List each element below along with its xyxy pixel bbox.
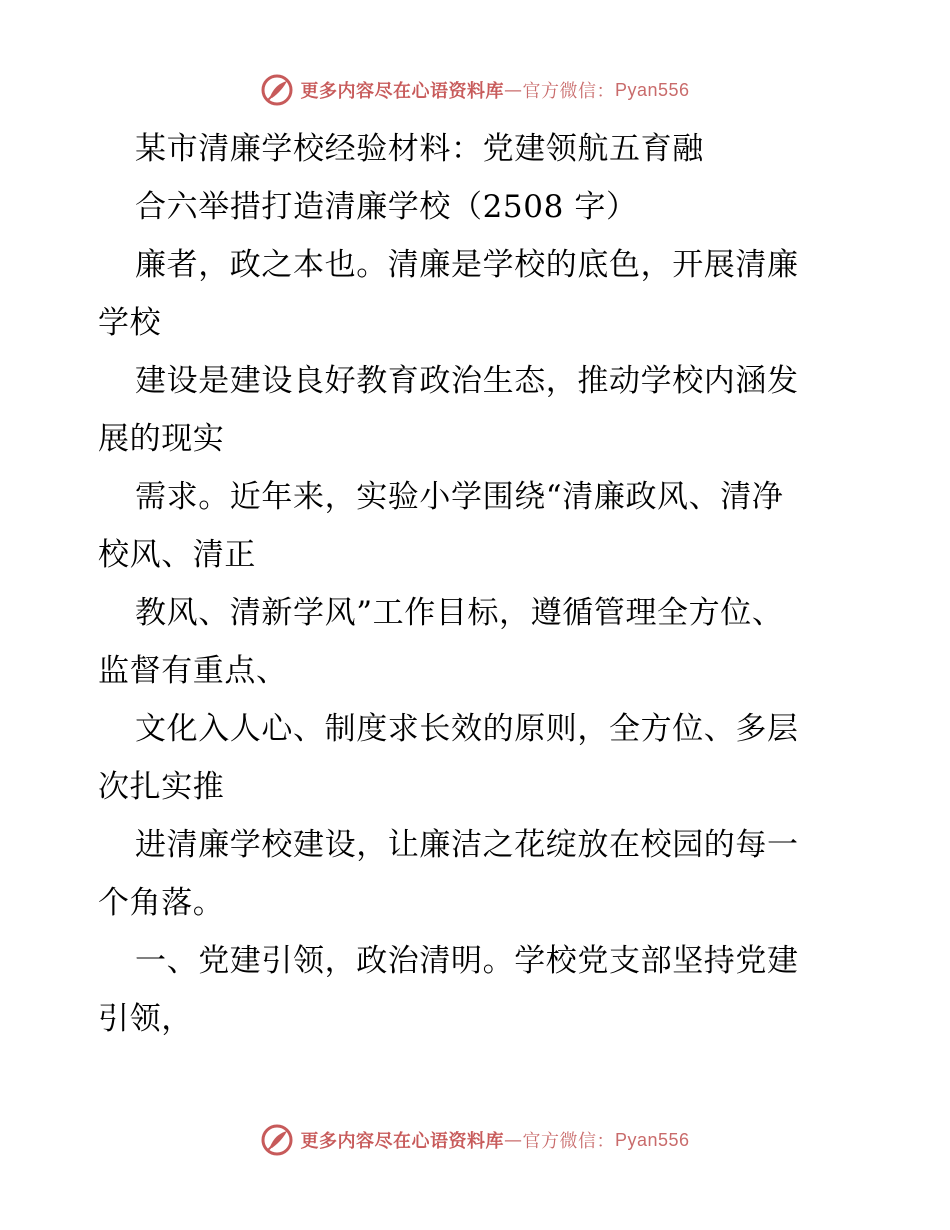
watermark-suffix: 官方微信： bbox=[522, 1131, 615, 1152]
watermark-main-text: 更多内容尽在心语资料库 bbox=[300, 81, 504, 102]
paragraph-line: 校风、清正 bbox=[98, 537, 256, 573]
feather-logo-icon bbox=[260, 1123, 294, 1157]
feather-logo-icon bbox=[260, 73, 294, 107]
paragraph-line: 次扎实推 bbox=[98, 769, 225, 805]
watermark-banner-top bbox=[0, 70, 950, 110]
paragraph-line: 展的现实 bbox=[98, 421, 225, 457]
paragraph-line: 文化入人心、制度求长效的原则，全方位、多层 bbox=[135, 711, 799, 747]
watermark-suffix: 官方微信： bbox=[522, 81, 615, 102]
watermark-dash: — bbox=[503, 1129, 523, 1151]
section-heading-line: 一、党建引领，政治清明。学校党支部坚持党建 bbox=[135, 943, 799, 979]
title-line-2: 合六举措打造清廉学校（2508 字） bbox=[135, 189, 638, 225]
paragraph-line: 监督有重点、 bbox=[98, 653, 288, 689]
title-line-1: 某市清廉学校经验材料：党建领航五育融 bbox=[135, 131, 704, 167]
paragraph-line: 廉者，政之本也。清廉是学校的底色，开展清廉 bbox=[135, 247, 799, 283]
watermark-wechat-id: Pyan556 bbox=[614, 79, 690, 100]
watermark-dash: — bbox=[503, 79, 523, 101]
paragraph-line: 学校 bbox=[98, 305, 162, 341]
watermark-main-text: 更多内容尽在心语资料库 bbox=[300, 1131, 504, 1152]
watermark-wechat-id: Pyan556 bbox=[614, 1129, 690, 1150]
paragraph-line: 个角落。 bbox=[98, 885, 225, 921]
paragraph-line: 教风、清新学风”工作目标，遵循管理全方位、 bbox=[135, 595, 784, 631]
paragraph-line: 需求。近年来，实验小学围绕“清廉政风、清净 bbox=[135, 479, 784, 515]
document-body bbox=[98, 120, 858, 1048]
paragraph-line: 建设是建设良好教育政治生态，推动学校内涵发 bbox=[135, 363, 799, 399]
watermark-banner-bottom bbox=[0, 1120, 950, 1160]
paragraph-line: 引领， bbox=[98, 1001, 193, 1037]
paragraph-line: 进清廉学校建设，让廉洁之花绽放在校园的每一 bbox=[135, 827, 799, 863]
